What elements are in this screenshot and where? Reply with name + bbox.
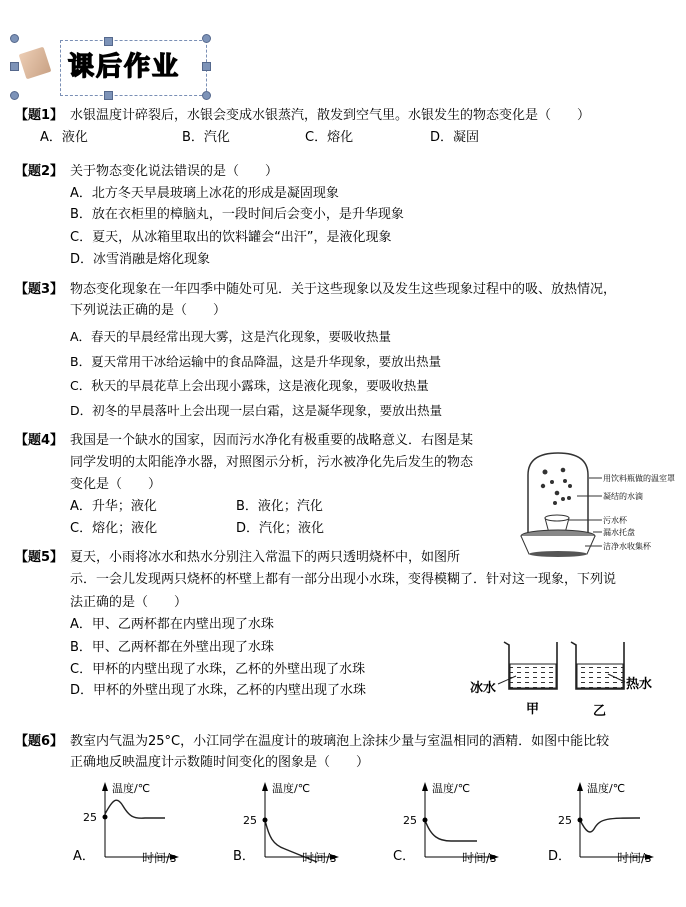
option: B．夏天常用干冰给运输中的食品降温，这是升华现象，要放出热量 xyxy=(70,354,442,369)
question-tag: 【题1】 xyxy=(15,108,64,123)
y-axis-label: 温度/℃ xyxy=(587,782,626,795)
resize-handle[interactable] xyxy=(202,62,211,71)
question-text: 我国是一个缺水的国家，因而污水净化有极重要的战略意义．右图是某 xyxy=(70,433,474,448)
question-text: 正确地反映温度计示数随时间变化的图象是（ ） xyxy=(70,755,370,770)
option: A．升华；液化 xyxy=(70,499,157,514)
cup-label: 甲 xyxy=(526,702,540,717)
question-tag: 【题4】 xyxy=(15,433,64,448)
y-tick-label: 25 xyxy=(83,811,97,824)
question-tag: 【题5】 xyxy=(15,550,64,565)
resize-handle[interactable] xyxy=(104,91,113,100)
question-text: 水银温度计碎裂后，水银会变成水银蒸汽，散发到空气里。水银发生的物态变化是（ ） xyxy=(70,108,591,123)
hot-water-label: 热水 xyxy=(626,677,653,692)
resize-handle[interactable] xyxy=(104,37,113,46)
option: A．春天的早晨经常出现大雾，这是汽化现象，要吸收热量 xyxy=(70,329,392,344)
question-text: 夏天，小雨将冰水和热水分别注入常温下的两只透明烧杯中，如图所 xyxy=(70,550,461,565)
option: D．初冬的早晨落叶上会出现一层白霜，这是凝华现象，要放出热量 xyxy=(70,403,443,418)
x-axis-label: 时间/s xyxy=(617,851,652,865)
y-tick-label: 25 xyxy=(403,814,417,827)
temperature-curve xyxy=(105,800,165,818)
resize-handle[interactable] xyxy=(10,62,19,71)
graph-letter: A． xyxy=(73,849,95,864)
x-axis-label: 时间/s xyxy=(142,851,177,865)
question-tag: 【题2】 xyxy=(15,164,64,179)
y-tick-label: 25 xyxy=(558,814,572,827)
option: C．甲杯的内壁出现了水珠，乙杯的外壁出现了水珠 xyxy=(70,662,366,677)
start-point xyxy=(103,815,108,820)
figure-label: 污水杯 xyxy=(603,516,627,525)
option: B．放在衣柜里的樟脑丸，一段时间后会变小，是升华现象 xyxy=(70,207,404,222)
question-tag: 【题6】 xyxy=(15,734,64,749)
resize-handle[interactable] xyxy=(10,34,19,43)
option: D．甲杯的外壁出现了水珠，乙杯的内壁出现了水珠 xyxy=(70,683,367,698)
resize-handle[interactable] xyxy=(202,34,211,43)
question-text: 关于物态变化说法错误的是（ ） xyxy=(70,164,279,179)
y-axis-label: 温度/℃ xyxy=(272,782,311,795)
graph-letter: C． xyxy=(393,849,416,864)
y-axis-label: 温度/℃ xyxy=(112,782,151,795)
x-axis-label: 时间/s xyxy=(302,851,337,865)
start-point xyxy=(263,818,268,823)
option: B．汽化 xyxy=(182,130,230,145)
cup-label: 乙 xyxy=(593,704,607,719)
graph-letter: B． xyxy=(233,849,255,864)
option: D．冰雪消融是熔化现象 xyxy=(70,252,211,267)
option: C．夏天，从冰箱里取出的饮料罐会“出汗”，是液化现象 xyxy=(70,230,392,245)
figure-label: 用饮料瓶做的温室罩 xyxy=(603,474,675,483)
option: A．北方冬天早晨玻璃上冰花的形成是凝固现象 xyxy=(70,186,339,201)
option: B．甲、乙两杯都在外壁出现了水珠 xyxy=(70,640,274,655)
figure-label: 洁净水收集杯 xyxy=(603,542,651,551)
option: B．液化；汽化 xyxy=(236,499,323,514)
y-axis-arrow xyxy=(262,782,268,791)
question-text: 变化是（ ） xyxy=(70,477,162,492)
option: A．液化 xyxy=(40,130,88,145)
question-text: 物态变化现象在一年四季中随处可见．关于这些现象以及发生这些现象过程中的吸、放热情况， xyxy=(70,282,617,297)
option: D．凝固 xyxy=(430,130,480,145)
ice-water-label: 冰水 xyxy=(470,681,497,696)
start-point xyxy=(423,818,428,823)
question-text: 示．一会儿发现两只烧杯的杯壁上都有一部分出现小水珠，变得模糊了．针对这一现象，下列说 xyxy=(70,572,617,587)
option: C．熔化；液化 xyxy=(70,521,158,536)
y-axis-arrow xyxy=(577,782,583,791)
y-tick-label: 25 xyxy=(243,814,257,827)
question-text: 法正确的是（ ） xyxy=(70,595,188,610)
y-axis-arrow xyxy=(102,782,108,791)
page-title: 课后作业 xyxy=(68,52,181,82)
option: C．秋天的早晨花草上会出现小露珠，这是液化现象，要吸收热量 xyxy=(70,378,429,393)
question-text: 下列说法正确的是（ ） xyxy=(70,303,227,318)
resize-handle[interactable] xyxy=(10,91,19,100)
start-point xyxy=(578,818,583,823)
question-text: 教室内气温为25°C，小江同学在温度计的玻璃泡上涂抹少量与室温相同的酒精．如图中能比较 xyxy=(70,734,610,749)
figure-label: 凝结的水滴 xyxy=(603,492,643,501)
beakers-figure xyxy=(460,630,680,720)
graph-letter: D． xyxy=(548,849,572,864)
y-axis-label: 温度/℃ xyxy=(432,782,471,795)
option: A．甲、乙两杯都在内壁出现了水珠 xyxy=(70,617,274,632)
figure-label: 漏水托盘 xyxy=(603,528,635,537)
y-axis-arrow xyxy=(422,782,428,791)
solar-water-purifier-figure xyxy=(505,450,685,560)
question-tag: 【题3】 xyxy=(15,282,64,297)
option: D．汽化；液化 xyxy=(236,521,325,536)
temperature-curve xyxy=(580,818,640,832)
resize-handle[interactable] xyxy=(202,91,211,100)
x-axis-label: 时间/s xyxy=(462,851,497,865)
sticky-note-icon xyxy=(19,47,52,80)
question-text: 同学发明的太阳能净水器，对照图示分析，污水被净化先后发生的物态 xyxy=(70,455,474,470)
option: C．熔化 xyxy=(305,130,354,145)
temperature-curve xyxy=(425,820,477,841)
